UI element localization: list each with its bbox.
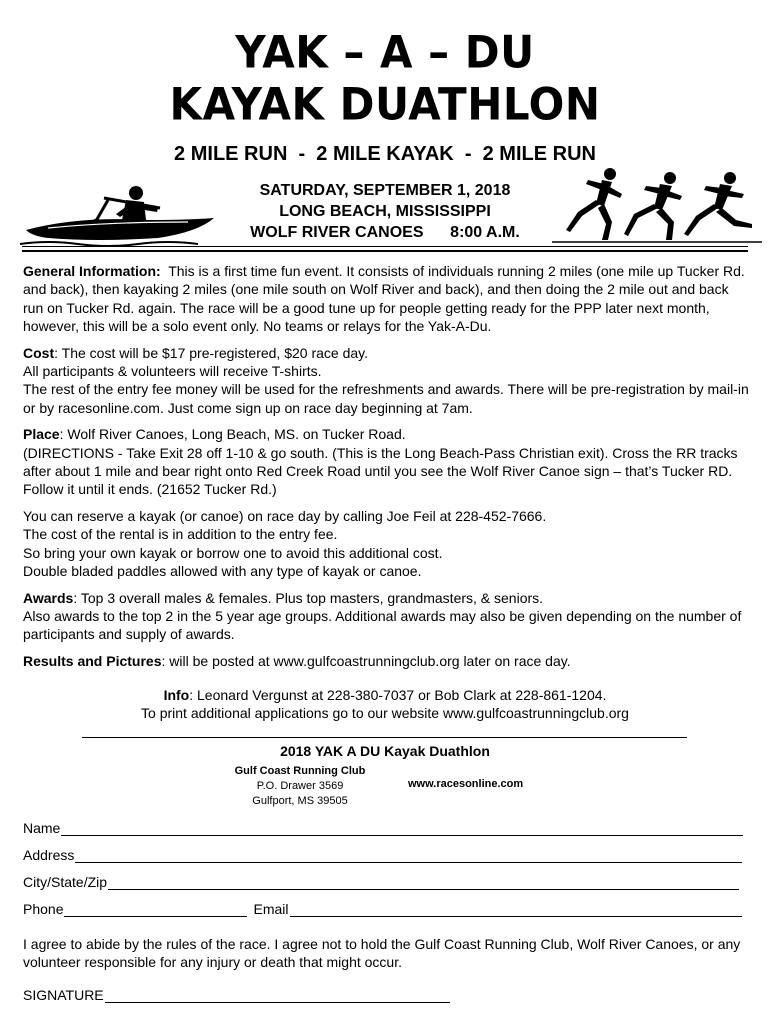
website-line: To print additional applications go to our website www.gulfcoastrunningclub.org [141, 705, 629, 722]
city-state-zip-label: City/State/Zip [23, 874, 108, 890]
results-text: : will be posted at www.gulfcoastrunningclub.org later on race day. [161, 652, 571, 669]
event-venue-time: WOLF RIVER CANOES 8:00 A.M. [250, 224, 520, 241]
info-text: : Leonard Vergunst at 228-380-7037 or Bob Clark at 228-861-1204. [189, 687, 607, 703]
rental-line-2: The cost of the rental is in addition to the entry fee. [23, 526, 338, 543]
phone-label: Phone [23, 901, 64, 917]
event-subtitle: 2 MILE RUN - 2 MILE KAYAK - 2 MILE RUN [174, 143, 596, 165]
name-input-line[interactable] [61, 821, 743, 836]
address-input-line[interactable] [75, 848, 742, 863]
divider [22, 246, 748, 247]
results-label: Results and Pictures [23, 652, 162, 669]
city-state-zip-field [23, 874, 739, 890]
email-input-line[interactable] [290, 902, 742, 917]
signature-input-line[interactable] [105, 988, 450, 1003]
name-field [23, 820, 743, 836]
rental-line-4: Double bladed paddles allowed with any type of kayak or canoe. [23, 563, 422, 580]
event-details [0, 180, 770, 243]
general-info-text: This is a first time fun event. It consists of individuals running 2 miles (one mile up Tucker Rd. and back), then kayaking 2 miles (one mile south on Wolf River and back), and then doing the 2 mile out and back run on Tucker Rd. again. The race will be a good tune up for people getting ready for the PPP later next month, however, this will be a solo event only. No teams or relays for the Yak-A-Du. [23, 263, 745, 335]
divider [22, 250, 748, 252]
title-line-1: YAK – A – DU [235, 26, 535, 79]
event-date: SATURDAY, SEPTEMBER 1, 2018 [259, 182, 511, 199]
org-address-line-1: P.O. Drawer 3569 [256, 780, 344, 792]
form-title: 2018 YAK A DU Kayak Duathlon [280, 743, 490, 759]
cost-line-3: The rest of the entry fee money will be used for the refreshments and awards. There will be pre-registration by mail-in or by racesonline.com. Just come sign up on race day beginning at 7am. [23, 381, 749, 416]
rental-info [23, 507, 751, 581]
org-name: Gulf Coast Running Club [234, 765, 366, 777]
rental-line-1: You can reserve a kayak (or canoe) on race day by calling Joe Feil at 228-452-7666. [23, 507, 547, 524]
general-info [23, 262, 751, 336]
awards-label: Awards [23, 589, 74, 606]
org-address-line-2: Gulfport, MS 39505 [252, 795, 348, 807]
form-separator [82, 737, 687, 738]
rental-line-3: So bring your own kayak or borrow one to avoid this additional cost. [23, 544, 443, 561]
place-label: Place [23, 426, 60, 443]
racesonline-url: www.racesonline.com [408, 778, 524, 790]
city-state-zip-input-line[interactable] [108, 875, 739, 890]
signature-field [23, 987, 450, 1003]
awards-line-1: : Top 3 overall males & females. Plus top masters, grandmasters, & seniors. [73, 589, 544, 606]
signature-label: SIGNATURE [23, 987, 104, 1003]
info-label: Info [163, 687, 190, 703]
cost-line-2: All participants & volunteers will receive T-shirts. [23, 363, 322, 380]
awards-line-2: Also awards to the top 2 in the 5 year age groups. Additional awards may also be given depending on the number of participants and supply of awards. [23, 607, 742, 643]
place-info [23, 425, 751, 499]
place-line-1: : Wolf River Canoes, Long Beach, MS. on Tucker Road. [59, 426, 406, 443]
org-address [230, 764, 370, 809]
event-location: LONG BEACH, MISSISSIPPI [279, 203, 491, 220]
results-info [23, 652, 751, 670]
cost-label: Cost [23, 344, 55, 361]
agreement-text: I agree to abide by the rules of the race. I agree not to hold the Gulf Coast Running Club, Wolf River Canoes, or any volunteer responsible for any injury or death that might occur. [23, 936, 741, 971]
address-field [23, 847, 742, 863]
email-label: Email [253, 901, 289, 917]
event-body [23, 262, 751, 678]
name-label: Name [23, 820, 61, 836]
cost-line-1: : The cost will be $17 pre-registered, $20 race day. [54, 344, 368, 361]
phone-input-line[interactable] [64, 902, 247, 917]
contact-info [0, 686, 770, 723]
awards-info [23, 589, 751, 644]
address-label: Address [23, 847, 75, 863]
phone-email-field [23, 901, 742, 917]
cost-info [23, 344, 751, 418]
general-info-label: General Information: [23, 263, 161, 279]
title-line-2: KAYAK DUATHLON [169, 78, 601, 131]
place-directions: (DIRECTIONS - Take Exit 28 off 1-10 & go south. (This is the Long Beach-Pass Christian exit). Cross the RR tracks after about 1 mile and bear right onto Red Creek Road until you see the Wolf River Canoe sign – that’s Tucker RD. Follow it until it ends. (21652 Tucker Rd.) [23, 444, 738, 498]
